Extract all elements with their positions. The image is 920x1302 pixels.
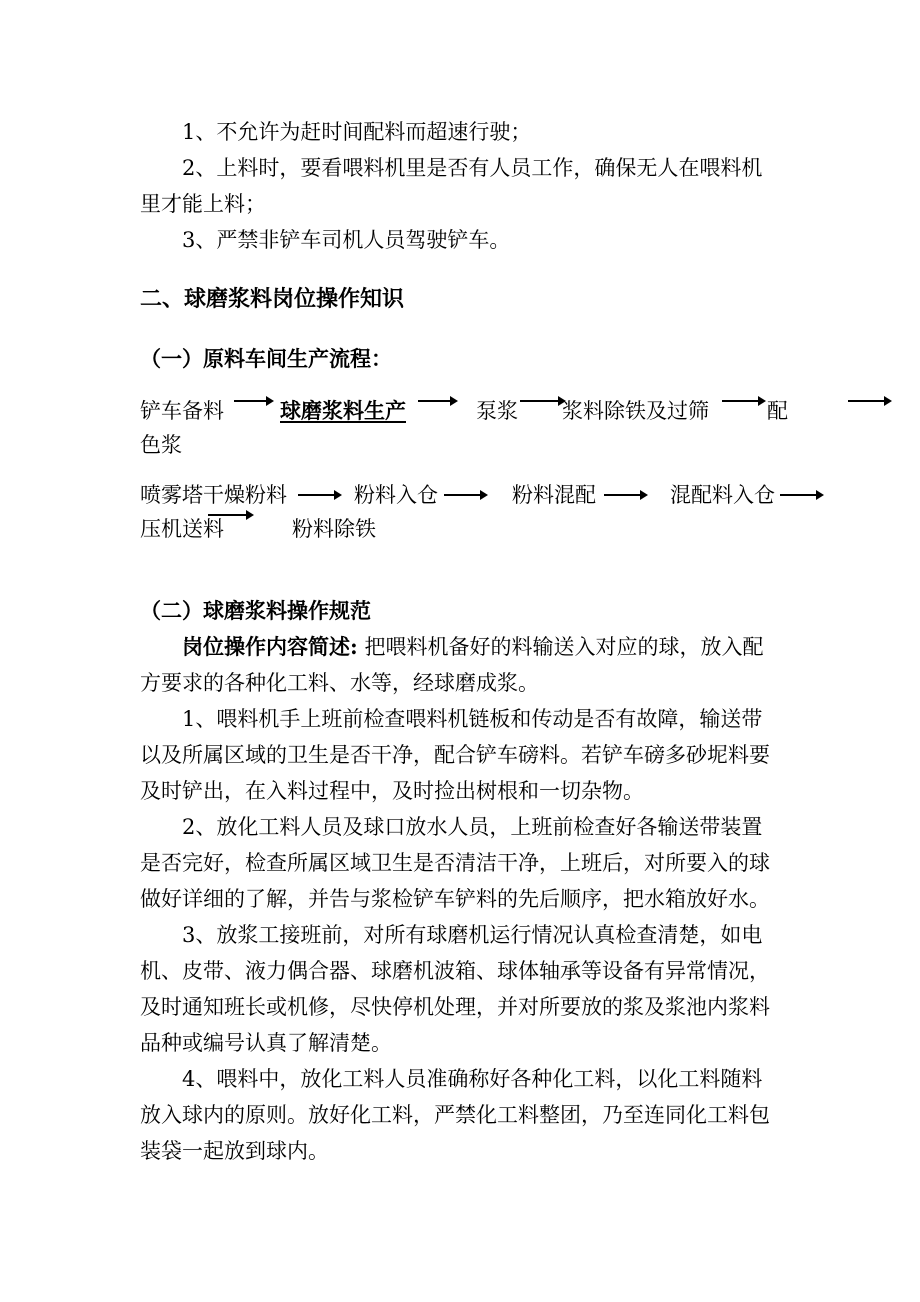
body-line: 放入球内的原则。放好化工料，严禁化工料整团，乃至连同化工料包 — [140, 1103, 770, 1127]
intro-item-3: 3、严禁非铲车司机人员驾驶铲车。 — [182, 228, 511, 252]
arrow-right-icon — [208, 508, 254, 522]
flow-step: 粉料混配 — [512, 483, 596, 507]
flow-step: 铲车备料 — [140, 399, 224, 423]
arrow-right-icon — [722, 394, 766, 408]
body-line: 4、喂料中，放化工料人员准确称好各种化工料，以化工料随料 — [182, 1067, 763, 1091]
summary-paragraph — [182, 632, 763, 662]
body-line: 1、喂料机手上班前检查喂料机链板和传动是否有故障，输送带 — [182, 707, 763, 731]
body-line: 2、放化工料人员及球口放水人员，上班前检查好各输送带装置 — [182, 815, 763, 839]
summary-text: 把喂料机备好的料输送入对应的球，放入配 — [357, 635, 764, 659]
arrow-right-icon — [298, 488, 342, 502]
arrow-right-icon — [848, 394, 892, 408]
flow-step: 浆料除铁及过筛 — [562, 399, 709, 423]
flow-step: 球磨浆料生产 — [280, 398, 406, 423]
intro-item-1: 1、不允许为赶时间配料而超速行驶； — [182, 120, 532, 144]
subsection-1-title: （一）原料车间生产流程： — [140, 346, 392, 371]
body-line: 及时铲出，在入料过程中，及时捡出树根和一切杂物。 — [140, 779, 644, 803]
flow-step-cont: 色浆 — [140, 433, 182, 457]
subsection-2-title: （二）球磨浆料操作规范 — [140, 598, 371, 623]
body-line: 装袋一起放到球内。 — [140, 1139, 329, 1163]
flow-step: 压机送料 — [140, 517, 224, 541]
flow-step: 配 — [767, 399, 788, 423]
flow-step: 粉料除铁 — [292, 517, 376, 541]
body-line: 方要求的各种化工料、水等，经球磨成浆。 — [140, 671, 539, 695]
arrow-right-icon — [520, 394, 566, 408]
intro-item-2-cont: 里才能上料； — [140, 192, 266, 216]
intro-item-2: 2、上料时，要看喂料机里是否有人员工作，确保无人在喂料机 — [182, 156, 763, 180]
flow-step: 喷雾塔干燥粉料 — [140, 483, 287, 507]
arrow-right-icon — [604, 488, 648, 502]
body-line: 3、放浆工接班前，对所有球磨机运行情况认真检查清楚，如电 — [182, 923, 763, 947]
body-line: 品种或编号认真了解清楚。 — [140, 1031, 392, 1055]
summary-label: 岗位操作内容简述: — [182, 634, 358, 659]
flow-step: 泵浆 — [476, 399, 518, 423]
body-line: 做好详细的了解，并告与浆检铲车铲料的先后顺序，把水箱放好水。 — [140, 887, 770, 911]
arrow-right-icon — [444, 488, 488, 502]
section-title: 二、球磨浆料岗位操作知识 — [140, 286, 405, 312]
arrow-right-icon — [418, 394, 458, 408]
body-line: 机、皮带、液力偶合器、球磨机波箱、球体轴承等设备有异常情况， — [140, 959, 770, 983]
arrow-right-icon — [780, 488, 824, 502]
body-line: 是否完好，检查所属区域卫生是否清洁干净，上班后，对所要入的球 — [140, 851, 770, 875]
flow-step: 粉料入仓 — [354, 483, 438, 507]
flow-step: 混配料入仓 — [670, 483, 775, 507]
body-line: 及时通知班长或机修，尽快停机处理，并对所要放的浆及浆池内浆料 — [140, 995, 770, 1019]
arrow-right-icon — [234, 394, 274, 408]
body-line: 以及所属区域的卫生是否干净，配合铲车磅料。若铲车磅多砂坭料要 — [140, 743, 770, 767]
